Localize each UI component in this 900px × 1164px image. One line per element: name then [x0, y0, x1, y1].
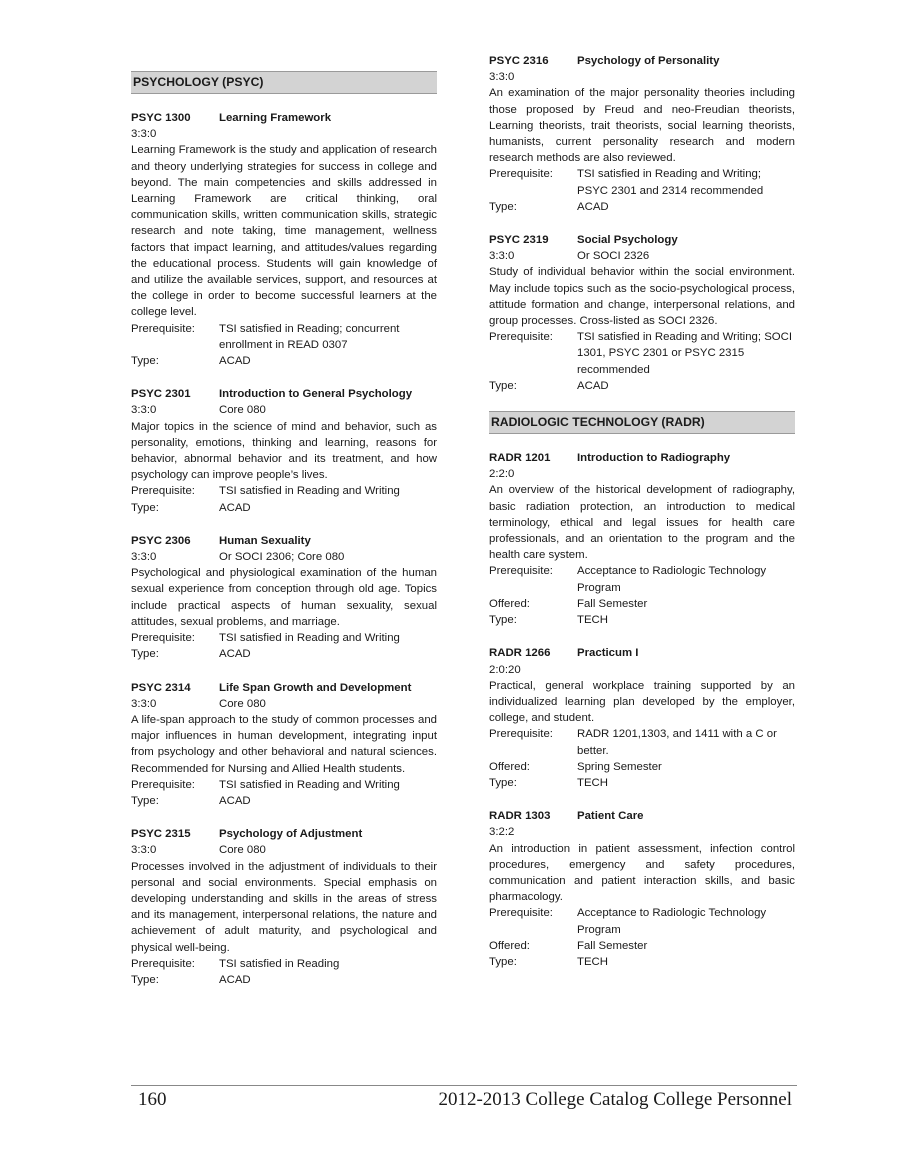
- field-label: Prerequisite:: [131, 957, 195, 970]
- field-value: ACAD: [577, 200, 609, 213]
- field-label: Type:: [489, 955, 517, 968]
- course-description: Processes involved in the adjustment of individuals to their personal and social environments. Special emphasis on developing understanding and skills in the areas of stress and its management, interpersonal relations, the nature and achievement of adult maturity, and psychological and physical well-being.: [131, 860, 437, 954]
- course-description: An examination of the major personality theories including those proposed by Freud and neo-Freudian theorists, Learning theorists, trait theorists, social learning theorists, humanists, current personality research and modern research methods are also reviewed.: [489, 87, 795, 165]
- course-field: [131, 630, 437, 646]
- course-meta: [131, 842, 437, 858]
- course-meta: [131, 549, 437, 565]
- field-value: ACAD: [219, 501, 251, 514]
- course-heading: [131, 110, 437, 126]
- course-heading: [131, 826, 437, 842]
- course-meta: [131, 402, 437, 418]
- course-entry: [131, 826, 437, 988]
- field-value: TSI satisfied in Reading and Writing: [219, 485, 400, 498]
- field-label: Type:: [131, 973, 159, 986]
- course-description: Practical, general workplace training supported by an individualized learning plan developed by the employer, college, and student.: [489, 679, 795, 725]
- field-value: ACAD: [219, 973, 251, 986]
- course-entry: [131, 533, 437, 663]
- credit-hours: 3:3:0: [131, 844, 157, 857]
- section-header: RADIOLOGIC TECHNOLOGY (RADR): [489, 411, 795, 434]
- section-header: PSYCHOLOGY (PSYC): [131, 71, 437, 94]
- field-value: TSI satisfied in Reading and Writing; PSYC 2301 and 2314 recommended: [577, 168, 764, 197]
- field-label: Offered:: [489, 939, 530, 952]
- course-meta: [489, 248, 795, 264]
- credit-hours: 3:3:0: [489, 71, 515, 84]
- course-entry: [131, 680, 437, 810]
- field-value: TSI satisfied in Reading: [219, 957, 340, 970]
- course-entry: [489, 645, 795, 791]
- course-entry: [131, 110, 437, 369]
- credit-hours: 2:2:0: [489, 468, 515, 481]
- field-label: Prerequisite:: [489, 168, 553, 181]
- course-title: Human Sexuality: [219, 534, 311, 547]
- credit-hours: 3:3:0: [489, 250, 515, 263]
- footer-divider: [131, 1085, 797, 1086]
- course-title: Social Psychology: [577, 234, 678, 247]
- field-value: TECH: [577, 614, 609, 627]
- course-heading: [489, 232, 795, 248]
- credit-hours: 3:3:0: [131, 697, 157, 710]
- right-column: [489, 53, 795, 987]
- course-code: PSYC 2315: [131, 828, 191, 841]
- catalog-title: 2012-2013 College Catalog College Personnel: [438, 1089, 792, 1110]
- course-field: [489, 378, 795, 394]
- course-code: RADR 1266: [489, 647, 551, 660]
- course-note: Or SOCI 2326: [577, 250, 650, 263]
- course-heading: [131, 533, 437, 549]
- field-value: ACAD: [577, 379, 609, 392]
- field-value: TECH: [577, 776, 609, 789]
- field-label: Type:: [489, 776, 517, 789]
- course-heading: [489, 53, 795, 69]
- field-label: Offered:: [489, 760, 530, 773]
- page-number: 160: [138, 1089, 167, 1110]
- course-note: Core 080: [219, 404, 266, 417]
- course-field: [131, 321, 437, 353]
- course-meta: [489, 466, 795, 482]
- course-field: [489, 938, 795, 954]
- course-heading: [489, 450, 795, 466]
- field-value: ACAD: [219, 355, 251, 368]
- course-note: Core 080: [219, 844, 266, 857]
- course-code: PSYC 1300: [131, 112, 191, 124]
- course-heading: [131, 680, 437, 696]
- course-code: PSYC 2316: [489, 55, 549, 67]
- course-code: RADR 1201: [489, 452, 551, 465]
- field-label: Prerequisite:: [131, 322, 195, 335]
- course-field: [489, 166, 795, 198]
- field-value: ACAD: [219, 794, 251, 807]
- field-value: Fall Semester: [577, 597, 648, 610]
- course-code: RADR 1303: [489, 810, 551, 823]
- field-label: Type:: [489, 379, 517, 392]
- course-field: [489, 563, 795, 595]
- course-field: [489, 759, 795, 775]
- field-label: Offered:: [489, 597, 530, 610]
- course-field: [489, 596, 795, 612]
- course-heading: [131, 386, 437, 402]
- course-field: [489, 612, 795, 628]
- credit-hours: 3:3:0: [131, 128, 157, 141]
- credit-hours: 2:0:20: [489, 663, 521, 676]
- course-code: PSYC 2301: [131, 388, 191, 401]
- course-title: Psychology of Adjustment: [219, 828, 363, 841]
- course-title: Introduction to General Psychology: [219, 388, 413, 401]
- course-code: PSYC 2306: [131, 534, 191, 547]
- course-entry: [489, 232, 795, 394]
- field-value: Fall Semester: [577, 939, 648, 952]
- course-description: An overview of the historical development of radiography, basic radiation protection, an introduction to medical terminology, ethical and legal issues for health care professionals, and an orientation to the program and the health care system.: [489, 484, 795, 562]
- field-value: TSI satisfied in Reading and Writing; SOCI 1301, PSYC 2301 or PSYC 2315 recommended: [577, 331, 793, 376]
- field-label: Type:: [131, 355, 159, 368]
- course-description: A life-span approach to the study of common processes and major influences in human development, integrating input from psychology and other behavioral and natural sciences. Recommended for Nursing and Allied Health students.: [131, 713, 437, 775]
- course-field: [489, 329, 795, 378]
- course-field: [131, 353, 437, 369]
- course-field: [131, 483, 437, 499]
- course-field: [489, 726, 795, 758]
- course-title: Practicum I: [577, 647, 639, 660]
- field-label: Prerequisite:: [489, 907, 553, 920]
- course-field: [489, 954, 795, 970]
- field-label: Prerequisite:: [131, 632, 195, 645]
- field-value: Spring Semester: [577, 760, 662, 773]
- field-value: ACAD: [219, 648, 251, 661]
- course-title: Psychology of Personality: [577, 55, 720, 67]
- course-title: Life Span Growth and Development: [219, 681, 412, 694]
- field-label: Type:: [131, 648, 159, 661]
- field-label: Prerequisite:: [489, 728, 553, 741]
- course-description: Learning Framework is the study and application of research and theory underlying strategies for success in college and beyond. The main competencies and skills addressed in Learning Framework are critical thinking, oral communication skills, written communication skills, strategic research and note taking, time management, wellness factors that impact learning, and attitudes/values regarding the educational process. Students will gain knowledge of and utilize the available services, support, and resources at the college in order to become successful learners at the college level.: [131, 144, 437, 319]
- course-meta: [489, 662, 795, 678]
- field-value: Acceptance to Radiologic Technology Program: [577, 907, 767, 936]
- field-label: Type:: [489, 200, 517, 213]
- course-meta: [131, 696, 437, 712]
- field-label: Prerequisite:: [131, 485, 195, 498]
- course-field: [489, 199, 795, 215]
- field-label: Prerequisite:: [489, 331, 553, 344]
- course-field: [489, 905, 795, 937]
- course-meta: [489, 824, 795, 840]
- field-label: Prerequisite:: [489, 565, 553, 578]
- course-field: [489, 775, 795, 791]
- field-value: TSI satisfied in Reading and Writing: [219, 632, 400, 645]
- course-entry: [131, 386, 437, 516]
- field-label: Type:: [131, 501, 159, 514]
- course-field: [131, 500, 437, 516]
- course-code: PSYC 2319: [489, 234, 549, 247]
- course-field: [131, 777, 437, 793]
- course-field: [131, 956, 437, 972]
- left-column: [131, 71, 437, 1005]
- field-label: Type:: [131, 794, 159, 807]
- course-title: Introduction to Radiography: [577, 452, 731, 465]
- course-note: Or SOCI 2306; Core 080: [219, 551, 345, 564]
- course-field: [131, 972, 437, 988]
- field-value: TSI satisfied in Reading and Writing: [219, 778, 400, 791]
- course-meta: [131, 126, 437, 142]
- field-value: RADR 1201,1303, and 1411 with a C or better.: [577, 728, 777, 757]
- course-heading: [489, 808, 795, 824]
- course-description: Psychological and physiological examination of the human sexual experience from conception through old age. Topics include practical aspects of human sexuality, sexual attitudes, sexual problems, and marriage.: [131, 567, 437, 628]
- course-title: Learning Framework: [219, 112, 332, 124]
- course-meta: [489, 69, 795, 85]
- credit-hours: 3:3:0: [131, 404, 157, 417]
- credit-hours: 3:3:0: [131, 551, 157, 564]
- field-label: Prerequisite:: [131, 778, 195, 791]
- course-heading: [489, 645, 795, 661]
- course-entry: [489, 53, 795, 215]
- credit-hours: 3:2:2: [489, 826, 515, 839]
- course-field: [131, 646, 437, 662]
- course-field: [131, 793, 437, 809]
- course-entry: [489, 450, 795, 628]
- course-note: Core 080: [219, 697, 266, 710]
- course-entry: [489, 808, 795, 970]
- course-description: Study of individual behavior within the social environment. May include topics such as the socio-psychological process, attitude formation and change, interpersonal relations, and group processes. Cross-listed as SOCI 2326.: [489, 266, 795, 328]
- field-value: TECH: [577, 955, 609, 968]
- course-title: Patient Care: [577, 810, 644, 823]
- course-code: PSYC 2314: [131, 681, 191, 694]
- field-label: Type:: [489, 614, 517, 627]
- field-value: TSI satisfied in Reading; concurrent enrollment in READ 0307: [219, 322, 400, 351]
- course-description: Major topics in the science of mind and behavior, such as personality, emotions, thinking and learning, reasons for behavior, abnormal behavior and its treatment, and how psychology can improve people’s lives.: [131, 420, 437, 482]
- course-description: An introduction in patient assessment, infection control procedures, emergency and safety procedures, communication and patient interaction skills, and basic pharmacology.: [489, 842, 795, 904]
- field-value: Acceptance to Radiologic Technology Program: [577, 565, 767, 594]
